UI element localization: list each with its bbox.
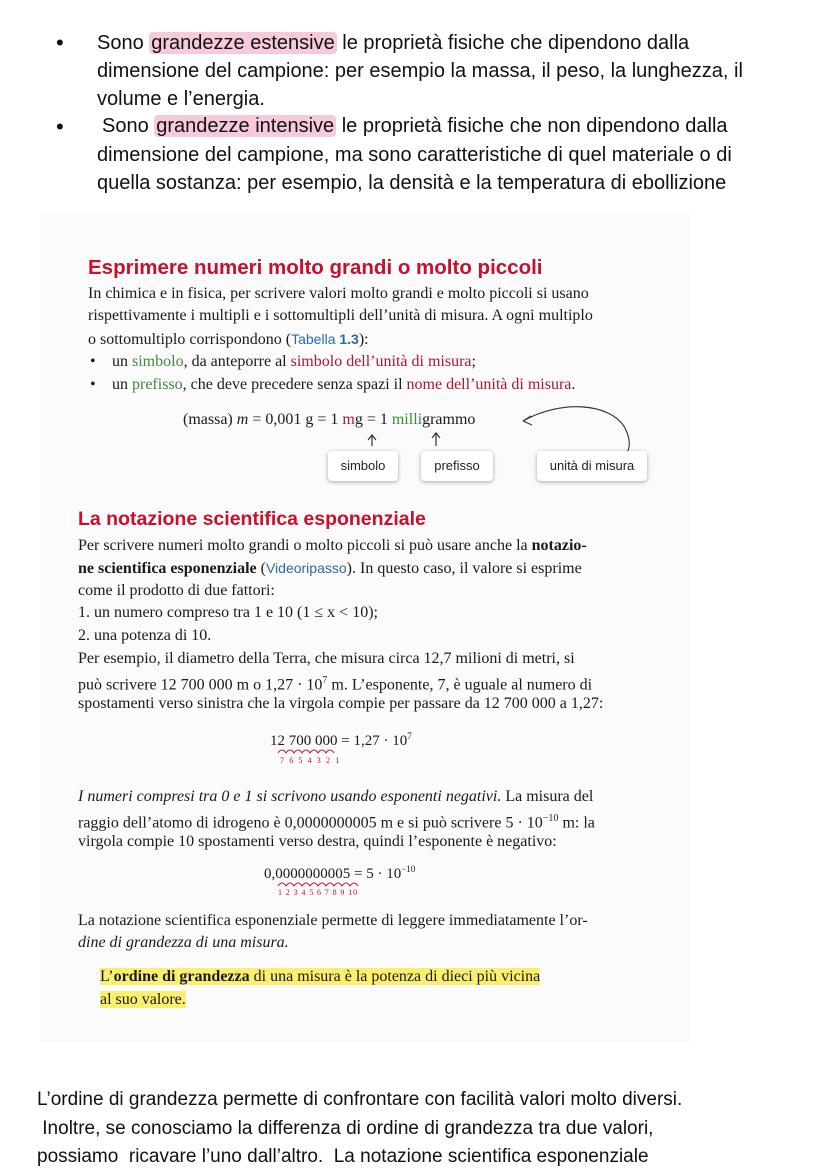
shift-count-digits: 1 2 3 4 5 6 7 8 9 10 bbox=[278, 888, 358, 897]
section2-example-line-2: può scrivere 12 700 000 m o $1,27 \cdot 10^7$ m. L’esponente, 7, è uguale al numero di bbox=[78, 675, 593, 694]
section1-line-1: In chimica e in fisica, per scrivere valori molto grandi e molto piccoli si usano bbox=[88, 285, 589, 302]
section1-line-2: rispettivamente i multipli e i sottomultipli dell’unità di misura. A ogni multiplo bbox=[88, 307, 593, 324]
shift-arcs-right bbox=[276, 880, 376, 888]
mass-example-formula: (massa) m = 0,001 g = 1 mg = 1 milligrammo bbox=[183, 411, 476, 428]
highlight-intensive: grandezze intensive bbox=[156, 115, 335, 137]
section1-line-3: o sottomultiplo corrispondono (Tabella 1.3): bbox=[88, 331, 369, 348]
section2-line-3: come il prodotto di due fattori: bbox=[78, 582, 275, 599]
section2-negative-line-3: virgola compie 10 spostamenti verso destra, quindi l’esponente è negativo: bbox=[78, 833, 557, 850]
section1-bullet-prefix: un prefisso, che deve precedere senza spazi il nome dell’unità di misura. bbox=[112, 376, 576, 393]
equation-earth-diameter: 12 700 $000 = 1,27 \cdot 10^7$ bbox=[270, 731, 412, 749]
bullet-dot: • bbox=[90, 353, 96, 370]
table-reference-link[interactable]: Tabella 1.3 bbox=[291, 331, 359, 347]
bottom-note-line-2: Inoltre, se conosciamo la differenza di ordine di grandezza tra due valori, bbox=[37, 1118, 654, 1139]
bottom-note-line-1: L’ordine di grandezza permette di confrontare con facilità valori molto diversi. bbox=[37, 1089, 683, 1110]
shift-arcs-left bbox=[272, 747, 362, 755]
list-item-1: 1. un numero compreso tra 1 e 10 (1 ≤ x < 10); bbox=[78, 604, 378, 621]
note-item-2-line-3: quella sostanza: per esempio, la densità e la temperatura di ebollizione bbox=[97, 172, 727, 194]
definition-box-line-1: L’ordine di grandezza di una misura è la potenza di dieci più vicina bbox=[100, 968, 541, 985]
section2-example-line-3: spostamenti verso sinistra che la virgola compie per passare da 12 700 000 a 1,27: bbox=[78, 695, 604, 712]
label-prefix: prefisso bbox=[421, 451, 493, 481]
section2-negative-line-2: raggio dell’atomo di idrogeno è 0,0000000005 m e si può scrivere $5 \cdot 10^{-10}$ m: la bbox=[78, 813, 595, 832]
videoripasso-link[interactable]: Videoripasso bbox=[265, 560, 347, 576]
note-item-2-line-1: Sono grandezze intensive le proprietà fisiche che non dipendono dalla bbox=[102, 115, 728, 137]
section-title-scientific-notation: La notazione scientifica esponenziale bbox=[78, 508, 426, 530]
list-item-2: 2. una potenza di 10. bbox=[78, 627, 212, 644]
equation-hydrogen-radius: $0,0000000005 = 5 \cdot 10^{-10}$ bbox=[264, 864, 416, 882]
section2-magnitude-line-2: dine di grandezza di una misura. bbox=[78, 934, 289, 951]
label-symbol: simbolo bbox=[328, 451, 398, 481]
section2-example-line-1: Per esempio, il diametro della Terra, che misura circa 12,7 milioni di metri, si bbox=[78, 650, 575, 667]
section2-negative-line-1: I numeri compresi tra 0 e 1 si scrivono usando esponenti negativi. La misura del bbox=[78, 788, 594, 805]
note-item-2-line-2: dimensione del campione, ma sono caratteristiche di quel materiale o di bbox=[97, 144, 732, 166]
bullet-dot: • bbox=[90, 376, 96, 393]
bottom-note-line-3: possiamo ricavare l’uno dall’altro. La notazione scientifica esponenziale bbox=[37, 1146, 649, 1167]
section-title-large-small-numbers: Esprimere numeri molto grandi o molto piccoli bbox=[88, 256, 543, 279]
note-item-1-line-2: dimensione del campione: per esempio la massa, il peso, la lunghezza, il bbox=[97, 60, 743, 82]
bullet-dot: • bbox=[56, 30, 64, 55]
definition-box-line-2: al suo valore. bbox=[100, 991, 186, 1008]
bullet-dot: • bbox=[56, 114, 64, 139]
label-unit: unità di misura bbox=[537, 451, 647, 481]
section2-line-2: ne scientifica esponenziale (Videoripasso). In questo caso, il valore si esprime bbox=[78, 560, 582, 577]
note-item-1-line-3: volume e l’energia. bbox=[97, 88, 265, 110]
highlight-extensive: grandezze estensive bbox=[151, 32, 335, 54]
shift-count-digits: 7 6 5 4 3 2 1 bbox=[280, 756, 341, 765]
section2-magnitude-line-1: La notazione scientifica esponenziale permette di leggere immediatamente l’or- bbox=[78, 912, 588, 929]
section2-line-1: Per scrivere numeri molto grandi o molto piccoli si può usare anche la notazio- bbox=[78, 537, 587, 554]
section1-bullet-symbol: un simbolo, da anteporre al simbolo dell’unità di misura; bbox=[112, 353, 476, 370]
note-item-1-line-1: Sono grandezze estensive le proprietà fisiche che dipendono dalla bbox=[97, 32, 690, 54]
